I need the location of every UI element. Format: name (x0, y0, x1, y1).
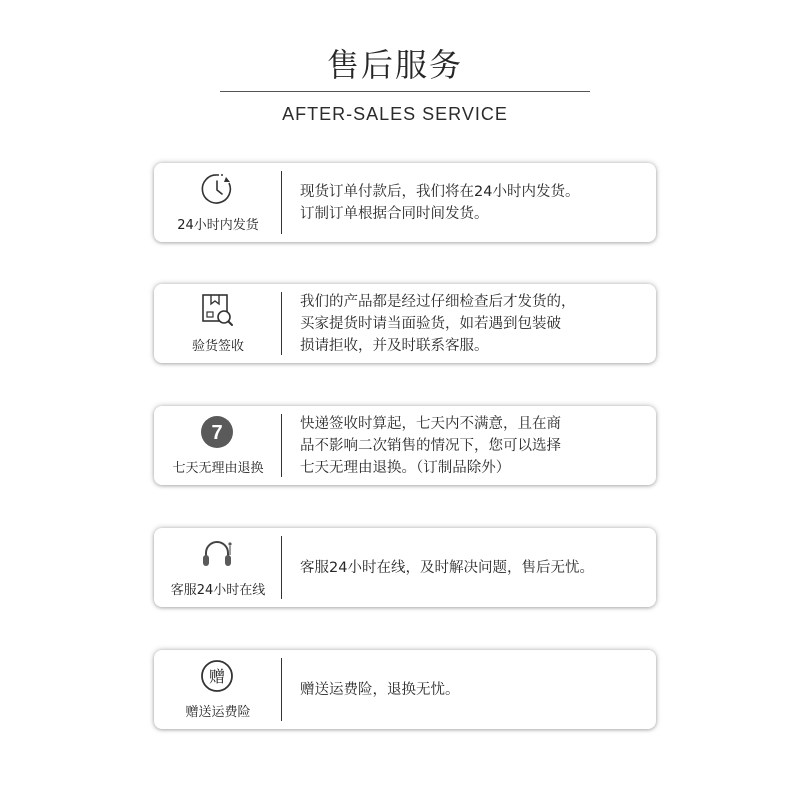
seven-day-return-icon (199, 414, 235, 450)
card-divider (281, 414, 282, 477)
card-divider (281, 658, 282, 721)
description-line: 快递签收时算起，七天内不满意，且在商 (300, 415, 561, 432)
clock-icon (199, 171, 235, 207)
service-card-inspection (154, 284, 656, 363)
description-line: 现货订单付款后，我们将在24小时内发货。 (300, 183, 580, 200)
description-line: 赠送运费险，退换无忧。 (300, 681, 460, 698)
service-description (300, 284, 642, 363)
title-divider (220, 91, 590, 92)
service-card-customer-support (154, 528, 656, 607)
description-line: 品不影响二次销售的情况下，您可以选择 (300, 437, 561, 454)
svg-text:7: 7 (211, 422, 223, 444)
service-label: 七天无理由退换 (172, 461, 264, 476)
service-label: 验货签收 (191, 339, 244, 354)
description-line: 客服24小时在线，及时解决问题，售后无忧。 (300, 559, 594, 576)
card-divider (281, 536, 282, 599)
page-subtitle: AFTER-SALES SERVICE (282, 104, 508, 124)
service-description (300, 650, 642, 729)
card-divider (281, 171, 282, 234)
service-card-seven-day-return (154, 406, 656, 485)
description-line: 买家提货时请当面验货，如若遇到包装破 (300, 315, 561, 332)
gift-insurance-icon (199, 658, 235, 694)
headset-icon (199, 536, 235, 572)
service-label: 24小时内发货 (177, 218, 259, 233)
service-description (300, 163, 642, 242)
service-card-shipping (154, 163, 656, 242)
card-divider (281, 292, 282, 355)
package-inspect-icon (199, 292, 235, 328)
page-title: 售后服务 (326, 46, 463, 84)
description-line: 订制订单根据合同时间发货。 (300, 205, 489, 222)
service-label: 客服24小时在线 (170, 583, 266, 598)
service-description (300, 528, 642, 607)
description-line: 七天无理由退换。（订制品除外） (300, 459, 511, 476)
description-line: 我们的产品都是经过仔细检查后才发货的， (300, 293, 576, 310)
svg-text:赠: 赠 (208, 667, 226, 686)
service-label: 赠送运费险 (185, 705, 251, 720)
description-line: 损请拒收，并及时联系客服。 (300, 337, 489, 354)
service-card-shipping-insurance (154, 650, 656, 729)
service-description (300, 406, 642, 485)
